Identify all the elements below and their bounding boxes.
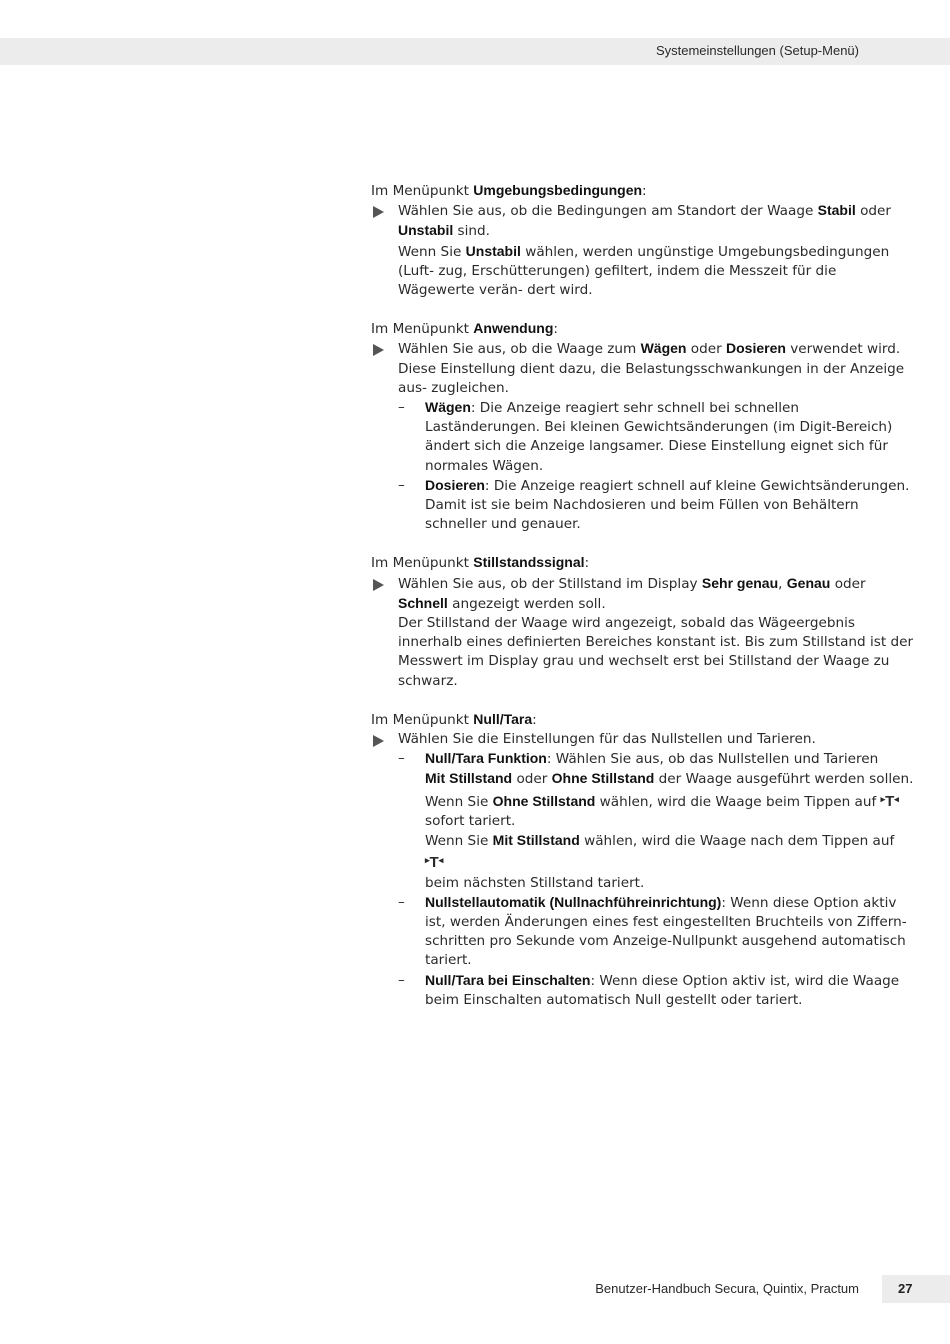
instruction-step	[371, 339, 916, 534]
list-item	[398, 476, 916, 535]
option-ohne-stillstand: Ohne Stillstand	[492, 792, 596, 809]
step-text: Wählen Sie aus, ob die Bedingungen am Standort der Waage	[398, 203, 818, 220]
option-waegen: Wägen	[640, 340, 687, 357]
tare-key-icon: ▸T◂	[425, 854, 444, 872]
dash-bullet: –	[398, 476, 405, 493]
item-text: sofort tariert.	[425, 812, 516, 829]
step-text: Wählen Sie die Einstellungen für das Nullstellen und Tarieren.	[398, 731, 816, 748]
option-null-tara-bei-einschalten: Null/Tara bei Einschalten	[425, 971, 591, 988]
section-intro	[371, 181, 916, 201]
intro-colon: :	[532, 711, 537, 728]
item-text: wählen, wird die Waage beim Tippen auf	[595, 793, 881, 810]
step-explanation: Diese Einstellung dient dazu, die Belastungsschwankungen in der Anzeige aus- zugleichen.	[398, 360, 905, 396]
step-text: sind.	[453, 223, 490, 240]
list-item	[398, 893, 916, 971]
option-sehr-genau: Sehr genau	[701, 574, 779, 591]
option-waegen: Wägen	[425, 399, 471, 416]
step-text: ,	[778, 575, 787, 592]
section-umgebungsbedingungen	[371, 181, 916, 300]
option-genau: Genau	[786, 574, 831, 591]
instruction-step	[371, 201, 916, 300]
option-unstabil: Unstabil	[465, 242, 521, 259]
item-text: : Wenn diese Option aktiv ist, wird die Waage beim Einschalten automatisch Null gestellt oder tariert.	[425, 972, 900, 1008]
intro-text: Im Menüpunkt	[371, 711, 474, 728]
header-bar	[0, 38, 950, 65]
item-text: wählen, wird die Waage nach dem Tippen auf	[579, 833, 895, 850]
dash-bullet: –	[398, 399, 405, 416]
option-dosieren: Dosieren	[425, 476, 485, 493]
intro-text: Im Menüpunkt	[371, 555, 474, 572]
step-text: verwendet wird.	[785, 341, 901, 358]
option-null-tara-funktion: Null/Tara Funktion	[425, 750, 547, 767]
dash-bullet: –	[398, 971, 405, 988]
step-text: Wählen Sie aus, ob die Waage zum	[398, 341, 641, 358]
menu-item-name: Stillstandssignal	[473, 554, 585, 571]
option-schnell: Schnell	[398, 594, 448, 611]
item-text: : Wenn diese Option aktiv ist, werden Änderungen eines fest eingestellten Bruchteils von Ziffern- schritten pro Sekunde vom Anzeige-Nullpunkt ausgehend automatisch tariert.	[425, 894, 907, 969]
step-arrow-icon	[373, 206, 384, 218]
section-intro	[371, 319, 916, 339]
para-text: wählen, werden ungünstige Umgebungsbedingungen (Luft- zug, Erschütterungen) gefiltert, indem die Messzeit für die Wägewerte verän- dert wird.	[398, 243, 890, 299]
item-text: : Wählen Sie aus, ob das Nullstellen und Tarieren	[546, 751, 879, 768]
item-text: Wenn Sie	[425, 793, 493, 810]
step-text: Wählen Sie aus, ob der Stillstand im Display	[398, 575, 702, 592]
option-dosieren: Dosieren	[726, 340, 786, 357]
intro-colon: :	[553, 321, 558, 338]
list-item	[398, 398, 916, 476]
section-null-tara	[371, 710, 916, 1010]
option-mit-stillstand: Mit Stillstand	[425, 770, 513, 787]
item-text: Wenn Sie	[425, 833, 493, 850]
option-stabil: Stabil	[817, 202, 856, 219]
option-unstabil: Unstabil	[398, 222, 454, 239]
option-mit-stillstand: Mit Stillstand	[492, 832, 580, 849]
section-stillstandssignal	[371, 553, 916, 690]
menu-item-name: Null/Tara	[473, 710, 533, 727]
item-text: : Die Anzeige reagiert schnell auf kleine Gewichtsänderungen. Damit ist sie beim Nachdosieren und beim Füllen von Behältern schneller und genauer.	[425, 477, 910, 533]
step-explanation	[398, 242, 916, 301]
step-arrow-icon	[373, 344, 384, 356]
header-title: Systemeinstellungen (Setup-Menü)	[655, 43, 859, 58]
page-number-box	[882, 1275, 950, 1303]
intro-colon: :	[642, 183, 647, 199]
step-arrow-icon	[373, 735, 384, 747]
para-text: Wenn Sie	[398, 243, 466, 260]
instruction-step	[371, 730, 916, 1010]
footer-title: Benutzer-Handbuch Secura, Quintix, Practum	[595, 1281, 859, 1296]
dash-bullet: –	[398, 893, 405, 910]
option-ohne-stillstand: Ohne Stillstand	[551, 770, 655, 787]
intro-text: Im Menüpunkt	[371, 183, 474, 199]
step-text: oder	[686, 341, 727, 358]
section-anwendung	[371, 319, 916, 534]
dash-bullet: –	[398, 750, 405, 767]
intro-colon: :	[584, 555, 590, 572]
item-text: der Waage ausgeführt werden sollen.	[654, 771, 914, 788]
step-arrow-icon	[373, 579, 384, 591]
step-text: angezeigt werden soll.	[447, 595, 606, 612]
menu-item-name: Anwendung	[473, 320, 554, 337]
option-nullstellautomatik: Nullstellautomatik (Nullnachführeinrichtung)	[425, 893, 722, 910]
list-item	[398, 971, 916, 1010]
tare-key-icon: ▸T◂	[880, 792, 899, 810]
item-text: beim nächsten Stillstand tariert.	[425, 874, 645, 891]
item-text: : Die Anzeige reagiert sehr schnell bei schnellen Laständerungen. Bei kleinen Gewichtsänderungen (im Digit-Bereich) ändert sich die Anzeige langsamer. Diese Einstellung eignet sich für normales Wägen.	[425, 400, 893, 474]
document-body	[371, 181, 916, 1029]
step-text: oder	[830, 575, 866, 592]
instruction-step	[371, 574, 916, 691]
item-text: oder	[512, 771, 552, 788]
section-intro	[371, 553, 916, 573]
menu-item-name: Umgebungsbedingungen	[473, 182, 643, 198]
intro-text: Im Menüpunkt	[371, 321, 474, 338]
section-intro	[371, 710, 916, 730]
list-item	[398, 749, 916, 892]
step-explanation: Der Stillstand der Waage wird angezeigt, sobald das Wägeergebnis innerhalb eines definierten Bereiches konstant ist. Bis zum Stillstand ist der Messwert im Display grau und wechselt erst bei Stillstand der Waage zu schwarz.	[398, 615, 914, 689]
page-number: 27	[898, 1281, 913, 1296]
step-text: oder	[855, 203, 891, 220]
